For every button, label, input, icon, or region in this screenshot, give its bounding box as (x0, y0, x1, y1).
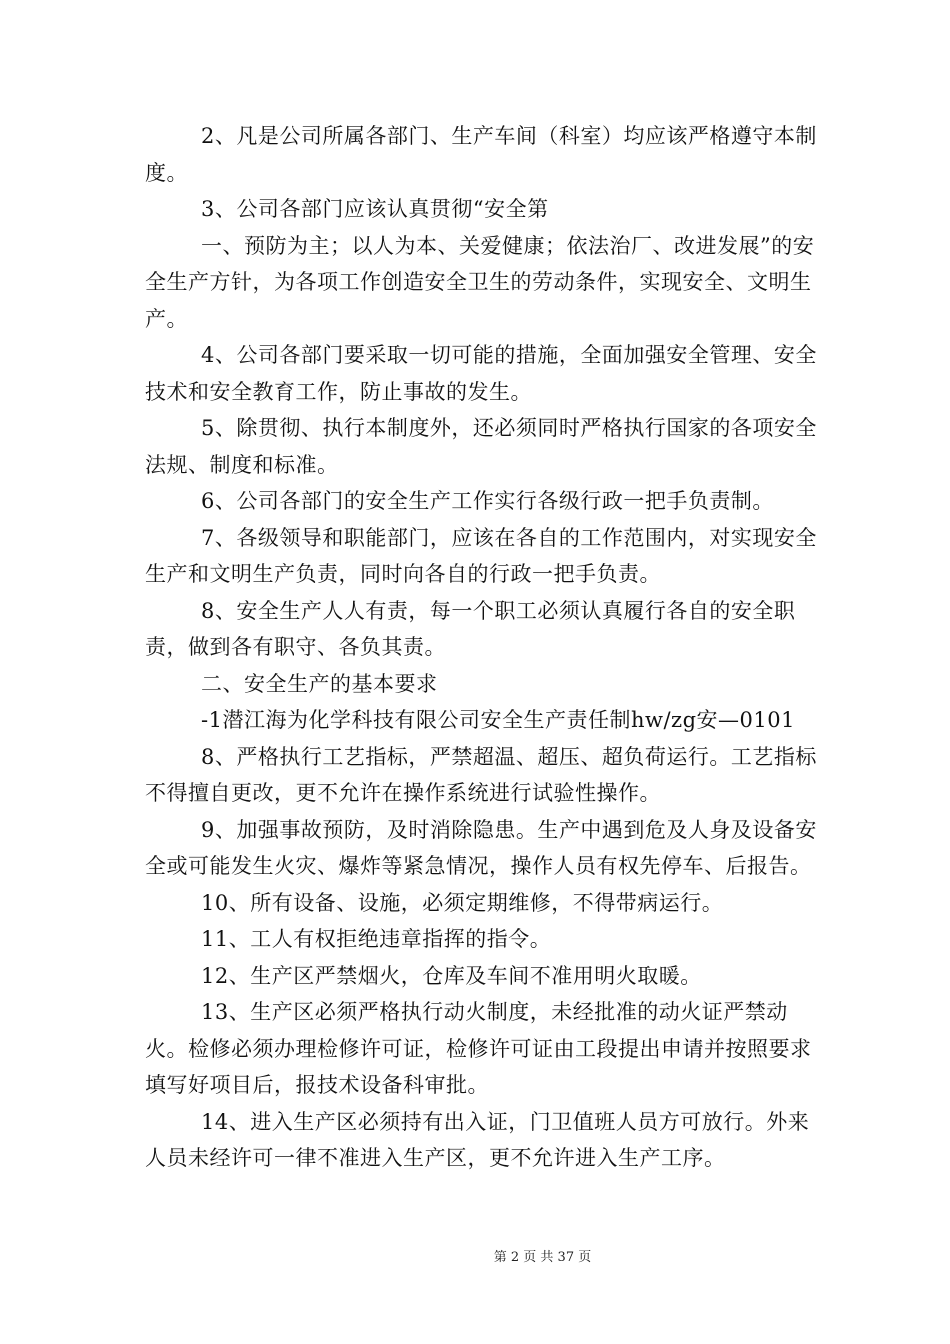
paragraph-13: 13、生产区必须严格执行动火制度，未经批准的动火证严禁动火。检修必须办理检修许可证，检修许可证由工段提出申请并按照要求填写好项目后，报技术设备科审批。 (145, 1000, 812, 1097)
paragraph-11: 11、工人有权拒绝违章指挥的指令。 (201, 927, 552, 951)
paragraph-3: 3、公司各部门应该认真贯彻“安全第 (201, 197, 549, 221)
paragraph-8b: 8、严格执行工艺指标，严禁超温、超压、超负荷运行。工艺指标不得擅自更改，更不允许在操作系统进行试验性操作。 (145, 744, 817, 805)
paragraph-9: 9、加强事故预防，及时消除隐患。生产中遇到危及人身及设备安全或可能发生火灾、爆炸等紧急情况，操作人员有权先停车、后报告。 (145, 817, 817, 878)
paragraph-14: 14、进入生产区必须持有出入证，门卫值班人员方可放行。外来人员未经许可一律不准进入生产区，更不允许进入生产工序。 (145, 1109, 810, 1170)
paragraph-5: 5、除贯彻、执行本制度外，还必须同时严格执行国家的各项安全法规、制度和标准。 (145, 416, 817, 477)
paragraph-10: 10、所有设备、设施，必须定期维修，不得带病运行。 (201, 890, 724, 915)
document-code-line: -1潜江海为化学科技有限公司安全生产责任制hw/zg安—0101 (201, 708, 795, 732)
page-number-footer: 第 2 页 共 37 页 (493, 1250, 592, 1265)
section-heading-basic-requirements: 二、安全生产的基本要求 (201, 671, 438, 696)
paragraph-7: 7、各级领导和职能部门，应该在各自的工作范围内，对实现安全生产和文明生产负责，同时向各自的行政一把手负责。 (145, 525, 817, 586)
paragraph-12: 12、生产区严禁烟火，仓库及车间不准用明火取暖。 (201, 963, 702, 988)
paragraph-6: 6、公司各部门的安全生产工作实行各级行政一把手负责制。 (201, 489, 774, 513)
paragraph-8: 8、安全生产人人有责，每一个职工必须认真履行各自的安全职责，做到各有职守、各负其责。 (145, 598, 796, 659)
paragraph-4: 4、公司各部门要采取一切可能的措施，全面加强安全管理、安全技术和安全教育工作，防止事故的发生。 (145, 343, 817, 404)
paragraph-3-continued: 一、预防为主；以人为本、关爱健康；依法治厂、改进发展”的安全生产方针，为各项工作创造安全卫生的劳动条件，实现安全、文明生产。 (145, 233, 815, 331)
paragraph-2: 2、凡是公司所属各部门、生产车间（科室）均应该严格遵守本制度。 (145, 124, 817, 185)
document-body (145, 118, 825, 1177)
